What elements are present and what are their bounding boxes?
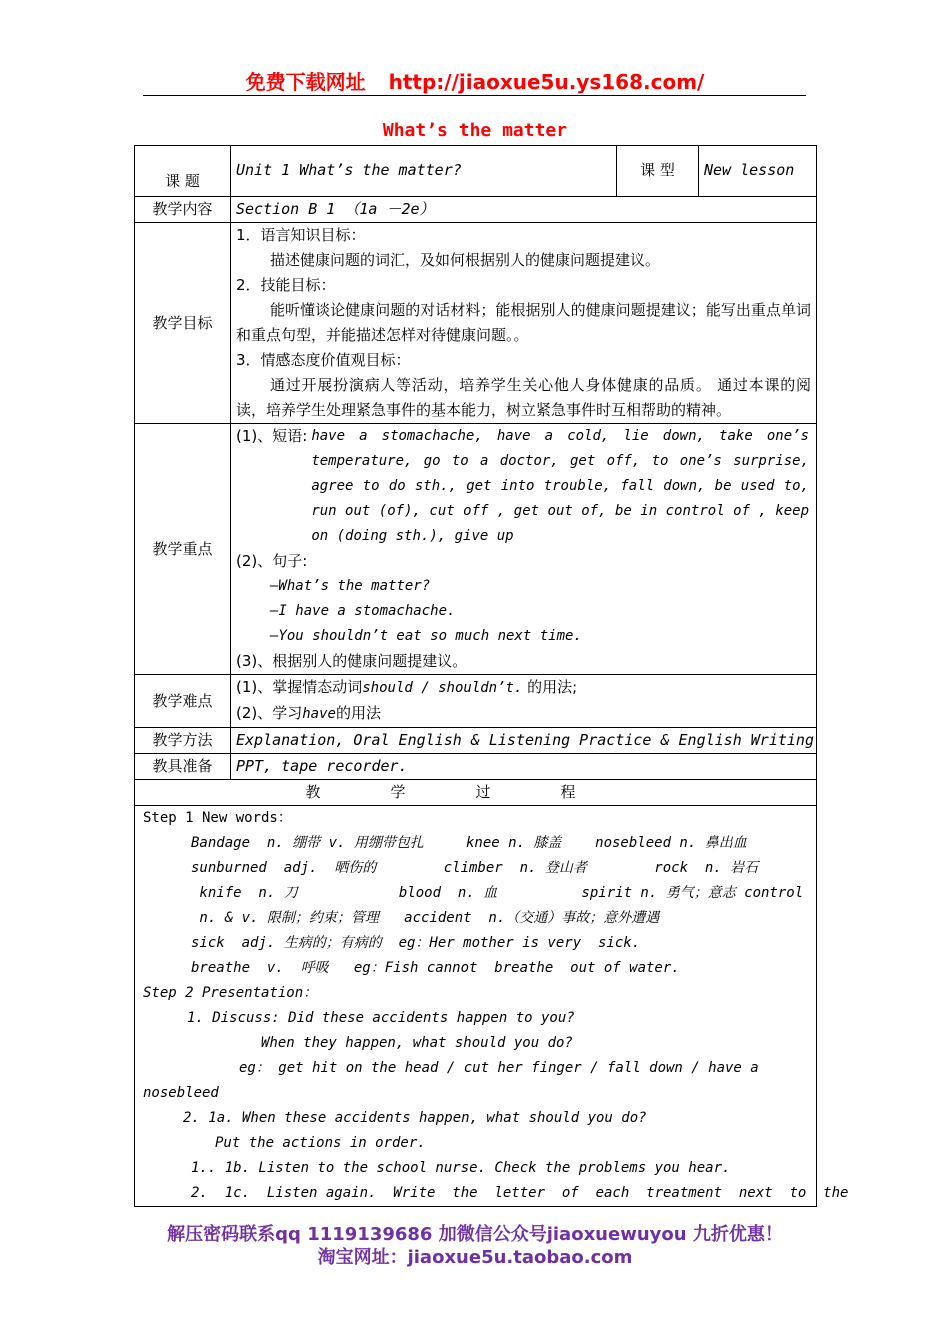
vocab-line: sick adj. 生病的；有病的 eg：Her mother is very sick. [191, 935, 641, 951]
footer-taobao-link[interactable]: jiaoxue5u.taobao.com [407, 1247, 633, 1268]
key-sentence: —I have a stomachache. [270, 603, 456, 619]
difficult-1-words: should / shouldn’t. [362, 680, 523, 696]
key-phrases [236, 424, 811, 549]
tools-label: 教具准备 [135, 754, 231, 780]
footer-wechat-id: jiaoxuewuyou [546, 1224, 687, 1245]
goal-heading: 3．情感态度价值观目标： [236, 351, 411, 369]
key-sentence: —What’s the matter? [270, 578, 431, 594]
activity-1a: 2. 1a. When these accidents happen, what should you do? [183, 1110, 647, 1126]
step2-heading: Step 2 Presentation： [143, 985, 318, 1001]
goals-cell [231, 223, 817, 424]
method-value: Explanation, Oral English & Listening Practice & English Writing [231, 728, 817, 754]
goal-text: 能听懂谈论健康问题的对话材料；能根据别人的健康问题提建议；能写出重点单词和重点句型，并能描述怎样对待健康问题。。 [236, 301, 811, 344]
difficult-2-prefix: (2)、学习 [236, 704, 303, 722]
key-phrases-text: have a stomachache, have a cold, lie down, take one’s temperature, go to a doctor, get off, to one’s surprise, agree to do sth., get into trouble, fall down, be used to, run out (of), cut off , get out of, be in control of , keep on (doing sth.), give up [311, 428, 809, 544]
vocab-line: n. & v. 限制；约束；管理 accident n.（交通）事故；意外遭遇 [191, 910, 660, 926]
content-value: Section B 1 （1a －2e） [231, 197, 817, 223]
header-download-line [0, 66, 950, 95]
step1-heading: Step 1 New words： [143, 810, 292, 826]
vocab-line: breathe v. 呼吸 eg：Fish cannot breathe out of water. [191, 960, 680, 976]
key-points-label: 教学重点 [135, 424, 231, 675]
difficult-2-suffix: 的用法 [335, 704, 381, 722]
goal-heading: 2．技能目标： [236, 276, 336, 294]
footer-discount: 九折优惠！ [692, 1224, 783, 1245]
activity-1b: 1.. 1b. Listen to the school nurse. Check the problems you hear. [191, 1160, 731, 1176]
header-label: 免费下载网址 [245, 70, 366, 94]
activity-1a-instruction: Put the actions in order. [215, 1135, 426, 1151]
header-divider [143, 95, 806, 96]
content-label: 教学内容 [135, 197, 231, 223]
key-phrases-prefix: (1)、短语: [236, 427, 308, 445]
difficult-1-prefix: (1)、掌握情态动词 [236, 678, 363, 696]
goals-label: 教学目标 [135, 223, 231, 424]
type-value: New lesson [699, 146, 817, 197]
difficult-1-suffix: 的用法; [522, 678, 578, 696]
header-url-link[interactable]: http://jiaoxue5u.ys168.com/ [388, 70, 705, 94]
footer-wechat-text: 加微信公众号 [438, 1224, 547, 1245]
difficult-points-cell [231, 675, 817, 728]
footer-taobao-label: 淘宝网址： [317, 1247, 408, 1268]
goal-text: 通过开展扮演病人等活动，培养学生关心他人身体健康的品质。 通过本课的阅读，培养学生处理紧急事件的基本能力，树立紧急事件时互相帮助的精神。 [236, 376, 811, 419]
activity-1c: 2. 1c. Listen again. Write the letter of each treatment next to the [191, 1185, 849, 1201]
key-sentences-prefix: (2)、句子: [236, 552, 308, 570]
topic-value: Unit 1 What’s the matter? [231, 146, 617, 197]
discuss-question: When they happen, what should you do? [261, 1035, 573, 1051]
difficult-points-label: 教学难点 [135, 675, 231, 728]
tools-value: PPT, tape recorder. [231, 754, 817, 780]
discuss-question: 1. Discuss: Did these accidents happen to you? [187, 1010, 575, 1026]
vocab-line: knife n. 刀 blood n. 血 spirit n. 勇气；意志 control [191, 885, 804, 901]
type-label: 课 型 [617, 146, 699, 197]
process-heading: 教学过程 [135, 780, 817, 806]
discuss-example-tail: nosebleed [143, 1085, 219, 1101]
lesson-plan-table [134, 145, 849, 1207]
difficult-2-word: have [302, 706, 336, 722]
footer-qq: qq 1119139686 [275, 1224, 433, 1245]
vocab-line: Bandage n. 绷带 v. 用绷带包扎 knee n. 膝盖 nosebleed n. 鼻出血 [191, 835, 747, 851]
footer-taobao-line [0, 1243, 950, 1269]
goal-text: 描述健康问题的词汇，及如何根据别人的健康问题提建议。 [270, 251, 661, 269]
method-label: 教学方法 [135, 728, 231, 754]
discuss-example: eg： get hit on the head / cut her finger / fall down / have a [239, 1060, 759, 1076]
footer-password-text: 解压密码联系 [167, 1224, 276, 1245]
vocab-line: sunburned adj. 晒伤的 climber n. 登山者 rock n. 岩石 [191, 860, 759, 876]
key-sentence: —You shouldn’t eat so much next time. [270, 628, 582, 644]
process-cell [135, 806, 849, 1207]
goal-heading: 1．语言知识目标： [236, 226, 366, 244]
topic-label: 课 题 [135, 146, 231, 197]
document-title: What’s the matter [382, 120, 568, 141]
key-points-cell [231, 424, 817, 675]
key-advice: (3)、根据别人的健康问题提建议。 [236, 652, 468, 670]
